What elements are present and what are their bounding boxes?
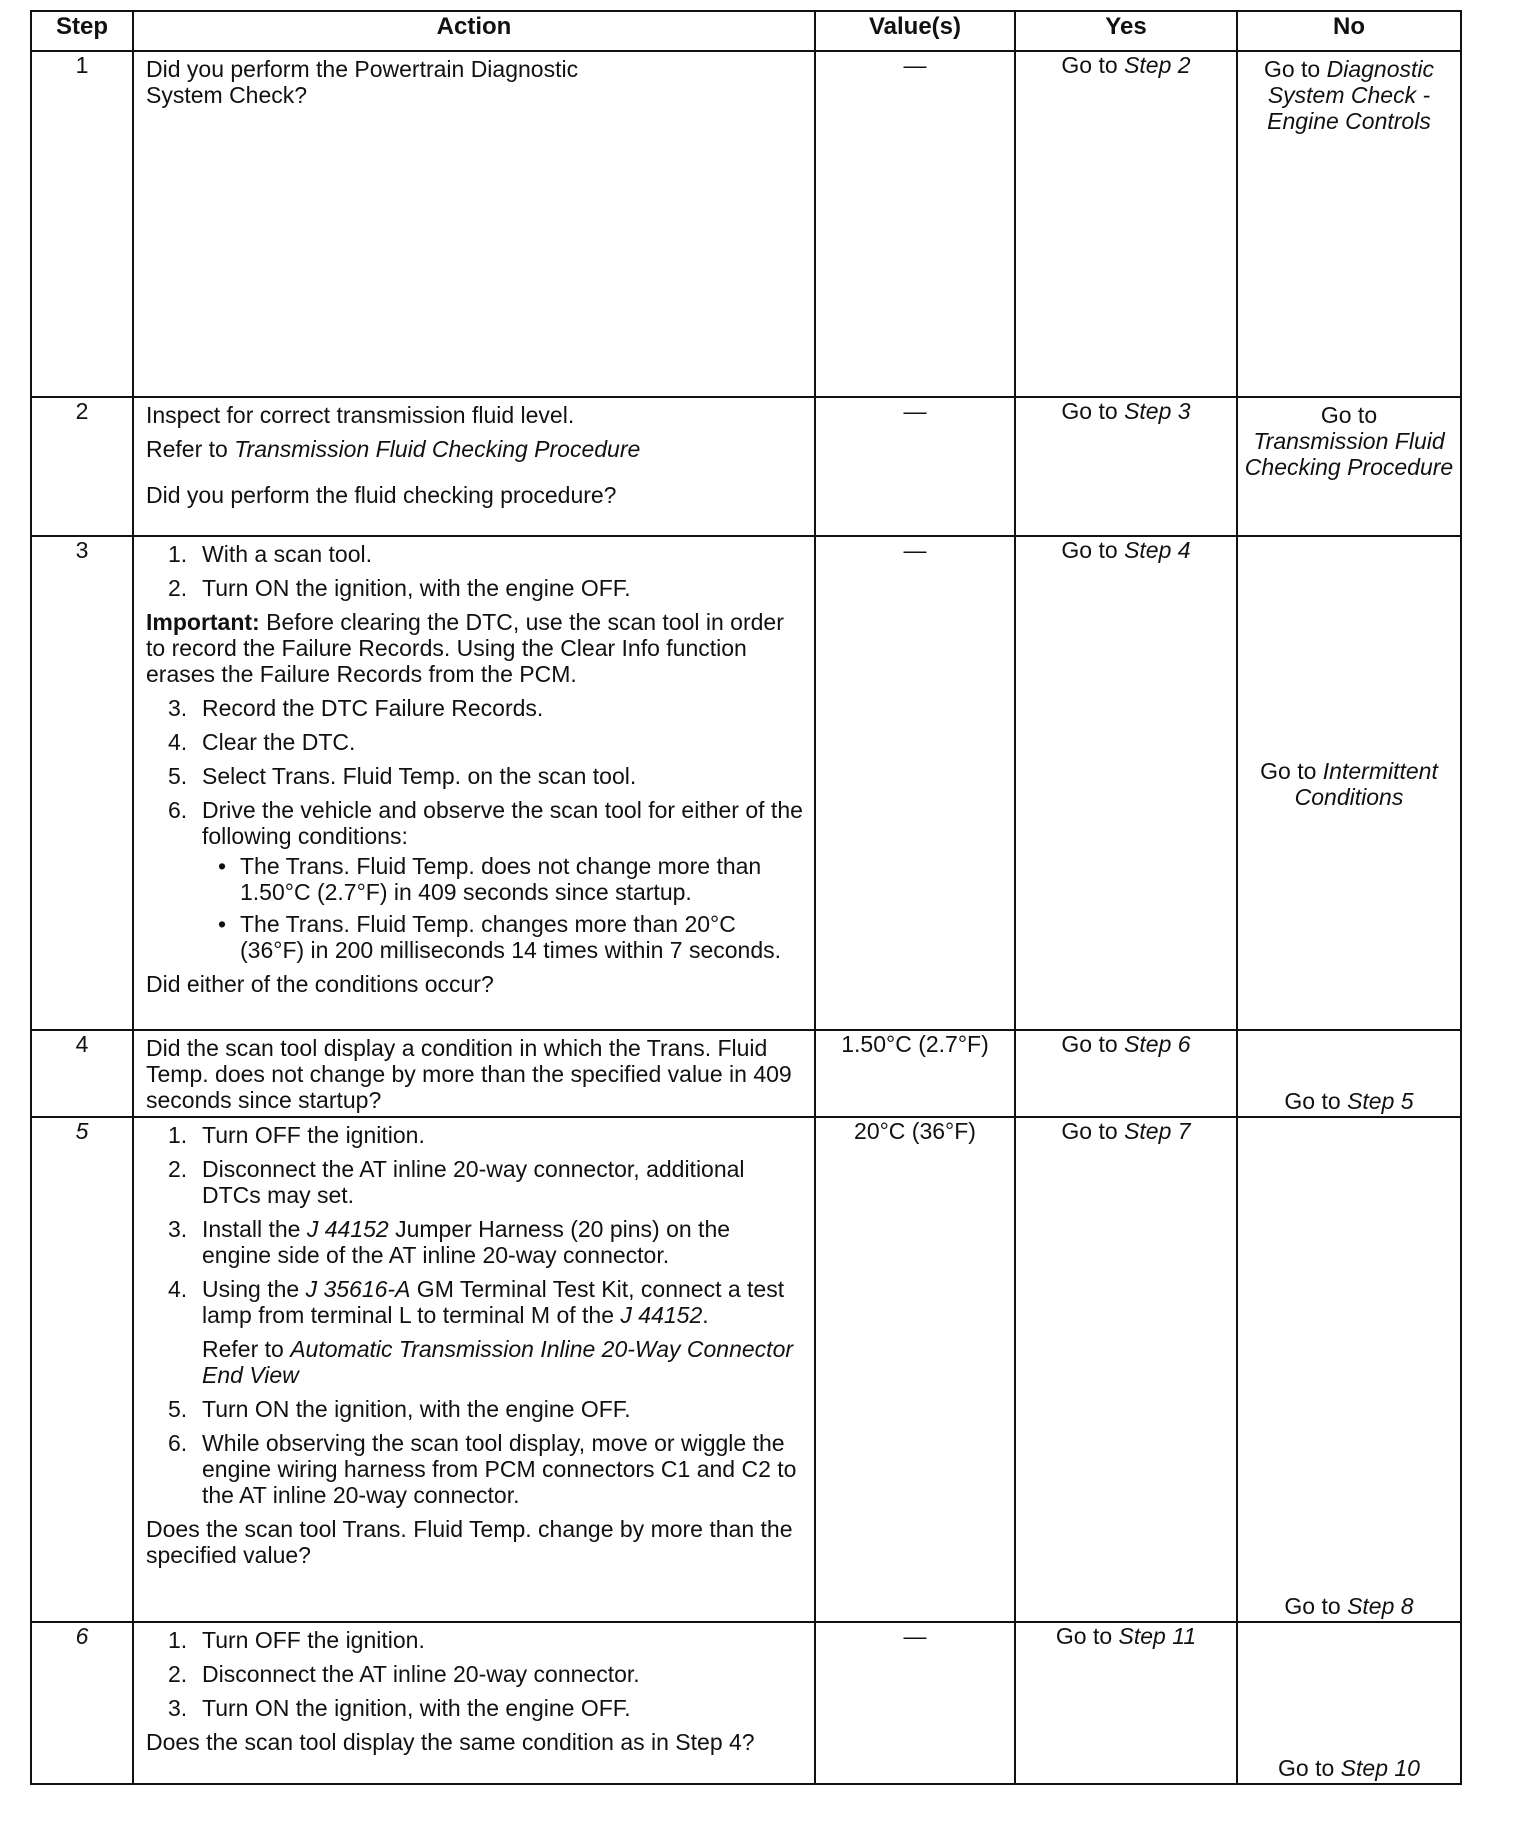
no-link[interactable]: Intermittent Conditions (1294, 758, 1438, 810)
step-number: 2 (31, 397, 133, 536)
yes-cell (1015, 1030, 1237, 1117)
yes-link[interactable]: Step 2 (1124, 52, 1191, 78)
action-question: Does the scan tool display the same condition as in Step 4? (146, 1729, 755, 1755)
bullet-icon: • (218, 853, 227, 879)
bullet-item (146, 853, 804, 905)
list-text: Turn ON the ignition, with the engine OFF. (202, 1396, 631, 1422)
list-item (146, 797, 804, 849)
list-item (146, 729, 804, 755)
go-to-text: Go to (1284, 1593, 1348, 1619)
no-link[interactable]: Step 5 (1347, 1088, 1414, 1114)
list-number: 3. (168, 1695, 188, 1721)
list-text: GM Terminal Test Kit, connect a test lamp from terminal L to terminal M of the (202, 1276, 785, 1328)
yes-link[interactable]: Step 4 (1124, 537, 1191, 563)
procedure-list (146, 1396, 804, 1508)
table-header-row (31, 11, 1461, 51)
yes-link[interactable]: Step 11 (1118, 1623, 1197, 1649)
refer-link[interactable]: Transmission Fluid Checking Procedure (234, 436, 641, 462)
go-to-text: Go to (1263, 56, 1327, 82)
action-cell (133, 397, 815, 536)
action-question-line: Did you perform the Powertrain Diagnostic (146, 56, 579, 82)
bullet-text: The Trans. Fluid Temp. does not change more than 1.50°C (2.7°F) in 409 seconds since startup. (240, 853, 762, 905)
no-cell (1237, 536, 1461, 1030)
list-text: With a scan tool. (202, 541, 373, 567)
important-text: Before clearing the DTC, use the scan tool in order to record the Failure Records. Using the Clear Info function erases the Failure Records from the PCM. (146, 609, 784, 687)
list-text: While observing the scan tool display, move or wiggle the engine wiring harness from PCM connectors C1 and C2 to the AT inline 20-way connector. (202, 1430, 797, 1508)
refer-link[interactable]: Automatic Transmission Inline 20-Way Connector End View (202, 1336, 794, 1388)
list-number: 4. (168, 729, 188, 755)
yes-cell (1015, 51, 1237, 397)
list-number: 2. (168, 575, 188, 601)
go-to-text: Go to (1260, 758, 1323, 784)
table-row-step-5 (31, 1117, 1461, 1622)
list-item (146, 1156, 804, 1208)
tool-reference: J 44152 (620, 1302, 703, 1328)
step-number: 1 (31, 51, 133, 397)
no-cell (1237, 1030, 1461, 1117)
list-number: 6. (168, 797, 188, 823)
list-item (146, 1430, 804, 1508)
step-number: 3 (31, 536, 133, 1030)
action-cell (133, 536, 815, 1030)
procedure-list (146, 1627, 804, 1721)
list-text: Drive the vehicle and observe the scan tool for either of the following conditions: (202, 797, 803, 849)
yes-cell (1015, 1622, 1237, 1784)
no-link[interactable]: Step 10 (1340, 1755, 1420, 1781)
list-text: Turn ON the ignition, with the engine OFF. (202, 1695, 631, 1721)
go-to-text: Go to (1284, 1088, 1348, 1114)
no-link[interactable]: Diagnostic System Check - Engine Controls (1267, 56, 1435, 134)
yes-link[interactable]: Step 6 (1124, 1031, 1191, 1057)
step-number: 4 (31, 1030, 133, 1117)
action-question: Did you perform the fluid checking procedure? (146, 482, 617, 508)
go-to-text: Go to (1061, 1118, 1125, 1144)
list-item (146, 1396, 804, 1422)
list-item (146, 1276, 804, 1328)
action-question: Did the scan tool display a condition in which the Trans. Fluid Temp. does not change by more than the specified value in 409 seconds since startup? (146, 1035, 792, 1113)
tool-reference: J 35616-A (305, 1276, 411, 1302)
table-row-step-6 (31, 1622, 1461, 1784)
list-number: 3. (168, 695, 188, 721)
procedure-list (146, 541, 804, 601)
step-number: 6 (31, 1622, 133, 1784)
list-number: 5. (168, 1396, 188, 1422)
list-item (146, 1661, 804, 1687)
bullet-text: The Trans. Fluid Temp. changes more than 20°C (36°F) in 200 milliseconds 14 times within 7 seconds. (240, 911, 781, 963)
list-text: Install the (202, 1216, 307, 1242)
diagnostic-document (30, 10, 1460, 1785)
go-to-text: Go to (1061, 398, 1125, 424)
value-cell: 1.50°C (2.7°F) (815, 1030, 1015, 1117)
procedure-list (146, 1122, 804, 1328)
no-cell (1237, 397, 1461, 536)
list-number: 2. (168, 1156, 188, 1182)
list-text: Using the (202, 1276, 306, 1302)
no-cell (1237, 1622, 1461, 1784)
tool-reference: J 44152 (306, 1216, 389, 1242)
list-text: Disconnect the AT inline 20-way connector, additional DTCs may set. (202, 1156, 745, 1208)
list-text: Select Trans. Fluid Temp. on the scan tool. (202, 763, 637, 789)
list-number: 5. (168, 763, 188, 789)
list-number: 6. (168, 1430, 188, 1456)
list-text: . (702, 1302, 709, 1328)
list-text: Clear the DTC. (202, 729, 356, 755)
list-text: Jumper Harness (20 pins) on the engine side of the AT inline 20-way connector. (202, 1216, 731, 1268)
action-cell (133, 51, 815, 397)
yes-link[interactable]: Step 7 (1124, 1118, 1191, 1144)
list-text: Turn OFF the ignition. (202, 1122, 425, 1148)
header-step: Step (31, 11, 133, 51)
action-text: Inspect for correct transmission fluid level. (146, 402, 575, 428)
table-row-step-3 (31, 536, 1461, 1030)
action-question-line: System Check? (146, 82, 308, 108)
list-item (146, 1627, 804, 1653)
important-label: Important: (146, 609, 260, 635)
table-row-step-1 (31, 51, 1461, 397)
diagnostic-table (30, 10, 1462, 1785)
refer-line (146, 1336, 804, 1388)
go-to-text: Go to (1055, 1623, 1119, 1649)
table-row-step-4 (31, 1030, 1461, 1117)
step-number: 5 (31, 1117, 133, 1622)
bullet-item (146, 911, 804, 963)
go-to-text: Go to (1061, 52, 1125, 78)
list-item (146, 763, 804, 789)
action-cell (133, 1117, 815, 1622)
value-cell: — (815, 536, 1015, 1030)
list-item (146, 1695, 804, 1721)
list-number: 1. (168, 1122, 188, 1148)
value-cell: — (815, 1622, 1015, 1784)
refer-prefix: Refer to (146, 436, 235, 462)
header-no: No (1237, 11, 1461, 51)
yes-link[interactable]: Step 3 (1124, 398, 1191, 424)
list-number: 3. (168, 1216, 188, 1242)
header-yes: Yes (1015, 11, 1237, 51)
condition-bullets (146, 853, 804, 963)
no-cell (1237, 51, 1461, 397)
list-number: 1. (168, 541, 188, 567)
go-to-text: Go to (1061, 1031, 1125, 1057)
bullet-icon: • (218, 911, 227, 937)
list-number: 2. (168, 1661, 188, 1687)
list-item (146, 1216, 804, 1268)
no-link[interactable]: Transmission Fluid Checking Procedure (1244, 428, 1454, 480)
go-to-text: Go to (1320, 402, 1378, 428)
list-item (146, 1122, 804, 1148)
value-cell: — (815, 397, 1015, 536)
list-item (146, 695, 804, 721)
go-to-text: Go to (1278, 1755, 1341, 1781)
action-question: Does the scan tool Trans. Fluid Temp. change by more than the specified value? (146, 1516, 793, 1568)
important-note (146, 609, 804, 687)
no-cell (1237, 1117, 1461, 1622)
value-cell: 20°C (36°F) (815, 1117, 1015, 1622)
list-item (146, 541, 804, 567)
go-to-text: Go to (1061, 537, 1125, 563)
value-cell: — (815, 51, 1015, 397)
refer-line (146, 436, 804, 462)
header-values: Value(s) (815, 11, 1015, 51)
procedure-list (146, 695, 804, 849)
yes-cell (1015, 397, 1237, 536)
yes-cell (1015, 1117, 1237, 1622)
header-action: Action (133, 11, 815, 51)
list-text: Turn ON the ignition, with the engine OFF. (202, 575, 631, 601)
table-row-step-2 (31, 397, 1461, 536)
list-text: Turn OFF the ignition. (202, 1627, 425, 1653)
list-item (146, 575, 804, 601)
refer-prefix: Refer to (202, 1336, 291, 1362)
action-cell (133, 1622, 815, 1784)
list-number: 4. (168, 1276, 188, 1302)
action-cell (133, 1030, 815, 1117)
no-link[interactable]: Step 8 (1347, 1593, 1414, 1619)
list-text: Disconnect the AT inline 20-way connector. (202, 1661, 640, 1687)
list-number: 1. (168, 1627, 188, 1653)
action-question: Did either of the conditions occur? (146, 971, 494, 997)
yes-cell (1015, 536, 1237, 1030)
list-text: Record the DTC Failure Records. (202, 695, 544, 721)
